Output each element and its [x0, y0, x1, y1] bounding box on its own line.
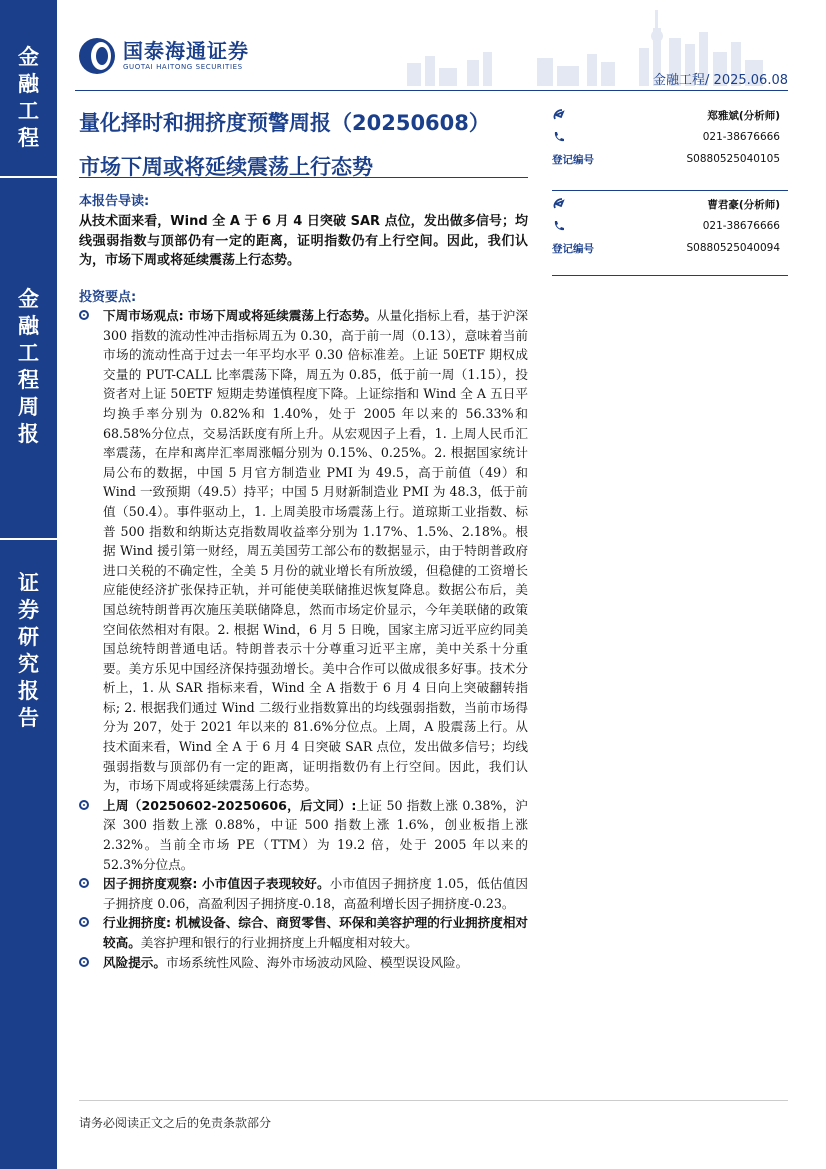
key-points-list	[79, 306, 528, 972]
sidebar-char: 证	[18, 571, 39, 595]
reg-label: 登记编号	[552, 153, 594, 166]
analyst-phone: 021-38676666	[702, 220, 780, 232]
reg-number: S0880525040105	[686, 153, 780, 165]
category-date: 金融工程/ 2025.06.08	[653, 73, 788, 88]
bullet-icon	[79, 310, 89, 320]
email-icon	[552, 108, 566, 122]
sidebar-char: 究	[18, 652, 39, 676]
bullet-lead: 上周（20250602-20250606，后文同）:	[103, 797, 357, 813]
header-divider	[75, 90, 788, 91]
bullet-icon	[79, 800, 89, 810]
key-points-heading: 投资要点:	[79, 290, 137, 305]
list-item	[79, 874, 528, 913]
sidebar-char: 金	[18, 287, 39, 311]
sidebar-char: 融	[18, 72, 39, 96]
analyst-card	[552, 104, 788, 191]
sidebar-char: 工	[18, 99, 39, 123]
bullet-text: 小市值因子拥挤度 1.05，低估值因子拥挤度 0.06，高盈利因子拥挤度-0.18，高盈利增长因子拥挤度-0.23。	[103, 876, 528, 911]
title-line-2: 市场下周或将延续震荡上行态势	[79, 155, 373, 179]
bullet-lead: 下周市场观点: 市场下周或将延续震荡上行态势。	[103, 308, 377, 323]
phone-icon	[552, 130, 566, 144]
sidebar-block-research	[0, 540, 57, 1169]
phone-icon	[552, 219, 566, 233]
title-line-1: 量化择时和拥挤度预警周报（20250608）	[79, 111, 490, 135]
sidebar-char: 周	[18, 395, 39, 419]
analyst-phone: 021-38676666	[702, 131, 780, 143]
analyst-panel	[552, 104, 788, 276]
analyst-name: 郑雅斌(分析师)	[707, 109, 780, 122]
brand-name-cn: 国泰海通证券	[123, 39, 249, 63]
bullet-text: 上证 50 指数上涨 0.38%，沪深 300 指数上涨 0.88%，中证 500 指数上涨 1.6%，创业板指上涨 2.32%。当前全市场 PE（TTM）为 19.2 倍，处于 2005 年以来的 52.3%分位点。	[103, 797, 528, 872]
reg-label: 登记编号	[552, 242, 594, 255]
analyst-card	[552, 191, 788, 276]
sidebar-char: 报	[18, 422, 39, 446]
bullet-text: 美容护理和银行的行业拥挤度上升幅度相对较大。	[140, 935, 418, 950]
brand-name-en: GUOTAI HAITONG SECURITIES	[123, 63, 243, 71]
sidebar-char: 金	[18, 45, 39, 69]
page-header	[57, 0, 826, 100]
sidebar-char: 券	[18, 598, 39, 622]
list-item	[79, 306, 528, 796]
title-divider	[79, 177, 528, 178]
bullet-text: 从量化指标上看，基于沪深 300 指数的流动性冲击指标周五为 0.30，高于前一周（0.13），意味着当前市场的流动性高于过去一年平均水平 0.30 倍标准差。上证 50ETF 期权成交量的 PUT-CALL 比率震荡下降，周五为 0.85，低于前一周（1.15），投资者对上证 50ETF 短期走势谨慎程度下降。上证综指和 Wind 全 A 五日平均换手率分别为 0.82%和 1.40%，处于 2005 年以来的 56.33%和 68.58%分位点，交易活跃度有所上升。从宏观因子上看，1. 上周人民币汇率震荡，在岸和离岸汇率周涨幅分别为 0.15%、0.25%。2. 根据国家统计局公布的数据，中国 5 月官方制造业 PMI 为 49.5，高于前值（49）和 Wind 一致预期（49.5）持平；中国 5 月财新制造业 PMI 为 48.3，低于前值（50.4）。事件驱动上，1. 上周美股市场震荡上行。道琼斯工业指数、标普 500 指数和纳斯达克指数周收益率分别为 1.17%、1.5%、2.18%。根据 Wind 援引第一财经，周五美国劳工部公布的数据显示，由于特朗普政府进口关税的不确定性，全美 5 月份的就业增长有所放缓，但稳健的工资增长应能使经济扩张保持正轨，并可能使美联储推迟恢复降息。数据公布后，美国总统特朗普再次施压美联储降息，然而市场定价显示，今年美联储的政策空间依然相对有限。2. 根据 Wind，6 月 5 日晚，国家主席习近平应约同美国总统特朗普通电话。特朗普表示十分尊重习近平主席，美中关系十分重要。美方乐见中国经济保持强劲增长。美中合作可以做成很多好事。技术分析上，1. 从 SAR 指标来看，Wind 全 A 指数于 6 月 4 日向上突破翻转指标; 2. 根据我们通过 Wind 二级行业指数算出的均线强弱指数，当前市场得分为 207，处于 2021 年以来的 81.6%分位点。上周，A 股震荡上行。从技术面来看，Wind 全 A 于 6 月 4 日突破 SAR 点位，发出做多信号；均线强弱指数与顶部仍有一定的距离，证明指数仍有上行空间。因此，我们认为，市场下周或将延续震荡上行态势。	[103, 308, 529, 794]
sidebar-char: 研	[18, 625, 39, 649]
sidebar-char: 程	[18, 368, 39, 392]
analyst-name: 曹君豪(分析师)	[707, 198, 780, 211]
logo-mark-icon	[79, 38, 115, 74]
company-logo	[79, 38, 249, 74]
report-title	[79, 104, 490, 186]
bullet-lead: 风险提示。	[103, 954, 166, 970]
summary-heading: 本报告导读:	[79, 194, 150, 209]
sidebar	[0, 0, 57, 1169]
list-item	[79, 913, 528, 952]
reg-number: S0880525040094	[686, 242, 780, 254]
bullet-lead: 因子拥挤度观察: 小市值因子表现较好。	[103, 876, 330, 892]
sidebar-char: 报	[18, 679, 39, 703]
summary-text: 从技术面来看，Wind 全 A 于 6 月 4 日突破 SAR 点位，发出做多信号；均线强弱指数与顶部仍有一定的距离，证明指数仍有上行空间。因此，我们认为，市场下周或将延续震荡上行态势。	[79, 214, 528, 268]
sidebar-char: 工	[18, 341, 39, 365]
disclaimer-note: 请务必阅读正文之后的免责条款部分	[79, 1116, 272, 1130]
sidebar-char: 告	[18, 706, 39, 730]
bullet-text: 市场系统性风险、海外市场波动风险、模型误设风险。	[165, 954, 469, 970]
sidebar-char: 程	[18, 126, 39, 150]
email-icon	[552, 197, 566, 211]
list-item	[79, 796, 528, 874]
bullet-icon	[79, 878, 89, 888]
sidebar-char: 融	[18, 314, 39, 338]
list-item	[79, 953, 528, 973]
bullet-icon	[79, 917, 89, 927]
sidebar-block-category	[0, 0, 57, 176]
bullet-icon	[79, 957, 89, 967]
bullet-lead: 行业拥挤度: 机械设备、综合、商贸零售、环保和美容护理的行业拥挤度相对较高。	[103, 915, 529, 950]
sidebar-block-report-type	[0, 178, 57, 538]
footer-divider	[79, 1100, 788, 1101]
